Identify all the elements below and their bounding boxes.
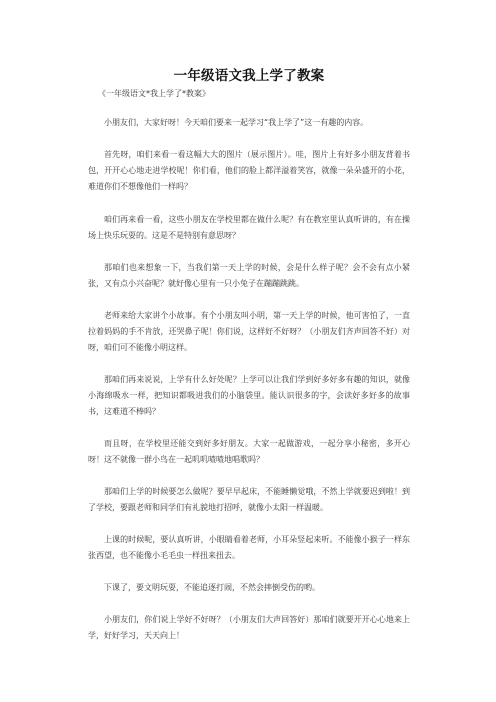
paragraph-6: 那咱们再来说说，上学有什么好处呢？上学可以让我们学到好多好多有趣的知识，就像小海绵吸水一样，把知识都吸进我们的小脑袋里。能认识很多的字，会读好多好多的故事书，这难道不棒吗？ [88, 375, 410, 416]
paragraph-11: 小朋友们，你们说上学好不好呀？（小朋友们大声回答好）那咱们就要开开心心地来上学，好好学习，天天向上！ [88, 615, 410, 640]
paragraph-5: 老师来给大家讲个小故事。有个小朋友叫小明，第一天上学的时候，他可害怕了，一直拉着妈妈的手不肯放，还哭鼻子呢！你们说，这样好不好呀？（小朋友们齐声回答不好）对呀，咱们可不能像小明这样。 [88, 311, 410, 352]
paragraph-7: 而且呀，在学校里还能交到好多好朋友。大家一起做游戏，一起分享小秘密，多开心呀！这不就像一群小鸟在一起叽叽喳喳地唱歌吗？ [88, 439, 410, 464]
document-page [88, 0, 410, 702]
paragraph-2: 首先呀，咱们来看一看这幅大大的图片（展示图片）。哇，图片上有好多小朋友背着书包，开开心心地走进学校呢！你们看，他们的脸上都洋溢着笑容，就像一朵朵盛开的小花，难道你们不想像他们一样吗？ [88, 150, 410, 191]
paragraph-10: 下课了，要文明玩耍，不能追逐打闹，不然会摔倒受伤的哟。 [104, 583, 320, 592]
paragraph-9: 上课的时候呢，要认真听讲，小眼睛看着老师，小耳朵竖起来听。不能像小猴子一样东张西望，也不能像小毛毛虫一样扭来扭去。 [88, 535, 410, 560]
paragraph-4: 那咱们也来想象一下，当我们第一天上学的时候，会是什么样子呢？会不会有点小紧张，又有点小兴奋呢？就好像心里有一只小兔子在蹦蹦跳跳。 [88, 263, 410, 288]
paragraph-1: 小朋友们，大家好呀！今天咱们要来一起学习“我上学了”这一有趣的内容。 [104, 118, 369, 127]
paragraph-3: 咱们再来看一看，这些小朋友在学校里都在做什么呢？有在教室里认真听讲的，有在操场上快乐玩耍的。这是不是特别有意思呀？ [88, 215, 410, 240]
document-title: 一年级语文我上学了教案 [173, 68, 325, 84]
paragraph-8: 那咱们上学的时候要怎么做呢？要早早起床，不能睡懒觉哦，不然上学就要迟到啦！到了学校，要跟老师和同学们有礼貌地打招呼，就像小太阳一样温暖。 [88, 487, 410, 512]
document-subtitle: 《一年级语文*我上学了*教案》 [98, 89, 210, 98]
